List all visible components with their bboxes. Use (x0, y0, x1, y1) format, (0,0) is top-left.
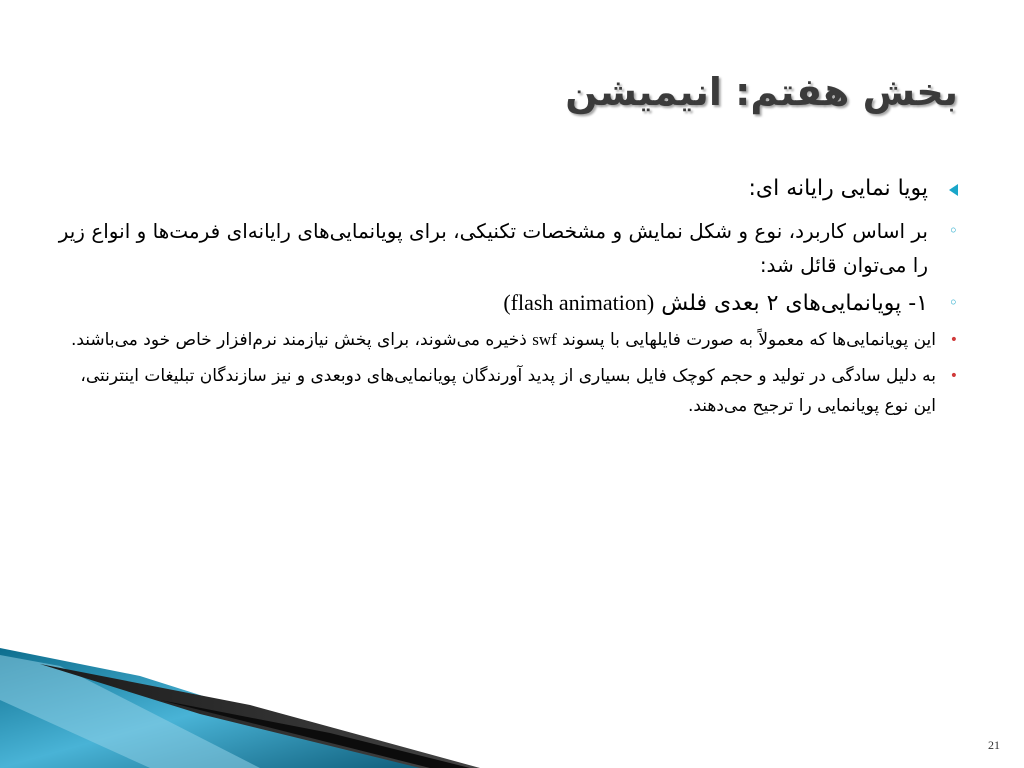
bullet-level3 (58, 361, 958, 421)
swf-extension: swf (532, 330, 557, 349)
bullet-level1 (58, 172, 958, 206)
bullet-level2 (58, 214, 958, 282)
deco-blue-band (0, 648, 430, 768)
deco-black-edge (160, 700, 470, 768)
bullet-level3 (58, 325, 958, 355)
bullet-text: پویا نمایی رایانه ای: (748, 176, 928, 201)
flash-animation-term: (flash animation) (503, 290, 655, 315)
page-number: 21 (988, 738, 1000, 752)
dot-bullet-icon: • (949, 332, 958, 348)
dot-bullet-icon: • (949, 368, 958, 384)
ring-bullet-icon: ◦ (948, 221, 958, 240)
triangle-bullet-icon (949, 184, 958, 196)
bullet-level2 (58, 286, 958, 321)
bullet-text: به دلیل سادگی در تولید و حجم کوچک فایل بسیاری از پدید آورندگان پویانمایی‌های دوبعدی و نیز سازندگان تبلیغات اینترنتی، این نوع پویانمایی را ترجیح می‌دهند. (80, 366, 936, 416)
ring-bullet-icon: ◦ (948, 293, 958, 312)
bullet-text: ۱- پویانمایی‌های ۲ بعدی فلش (661, 291, 928, 316)
slide-content (58, 172, 958, 427)
bullet-text: بر اساس کاربرد، نوع و شکل نمایش و مشخصات تکنیکی، برای پویانمایی‌های رایانه‌ای فرمت‌ها و انواع زیر را می‌توان قائل شد: (58, 219, 928, 277)
deco-light-band (0, 655, 260, 768)
bullet-text: ذخیره می‌شوند، برای پخش نیازمند نرم‌افزار خاص خود می‌باشند. (70, 330, 527, 350)
slide-title: بخش هفتم: انیمیشن (565, 70, 958, 114)
deco-dark-swoosh (40, 664, 480, 768)
bullet-text: این پویانمایی‌ها که معمولاً به صورت فایلهایی با پسوند (562, 330, 936, 350)
